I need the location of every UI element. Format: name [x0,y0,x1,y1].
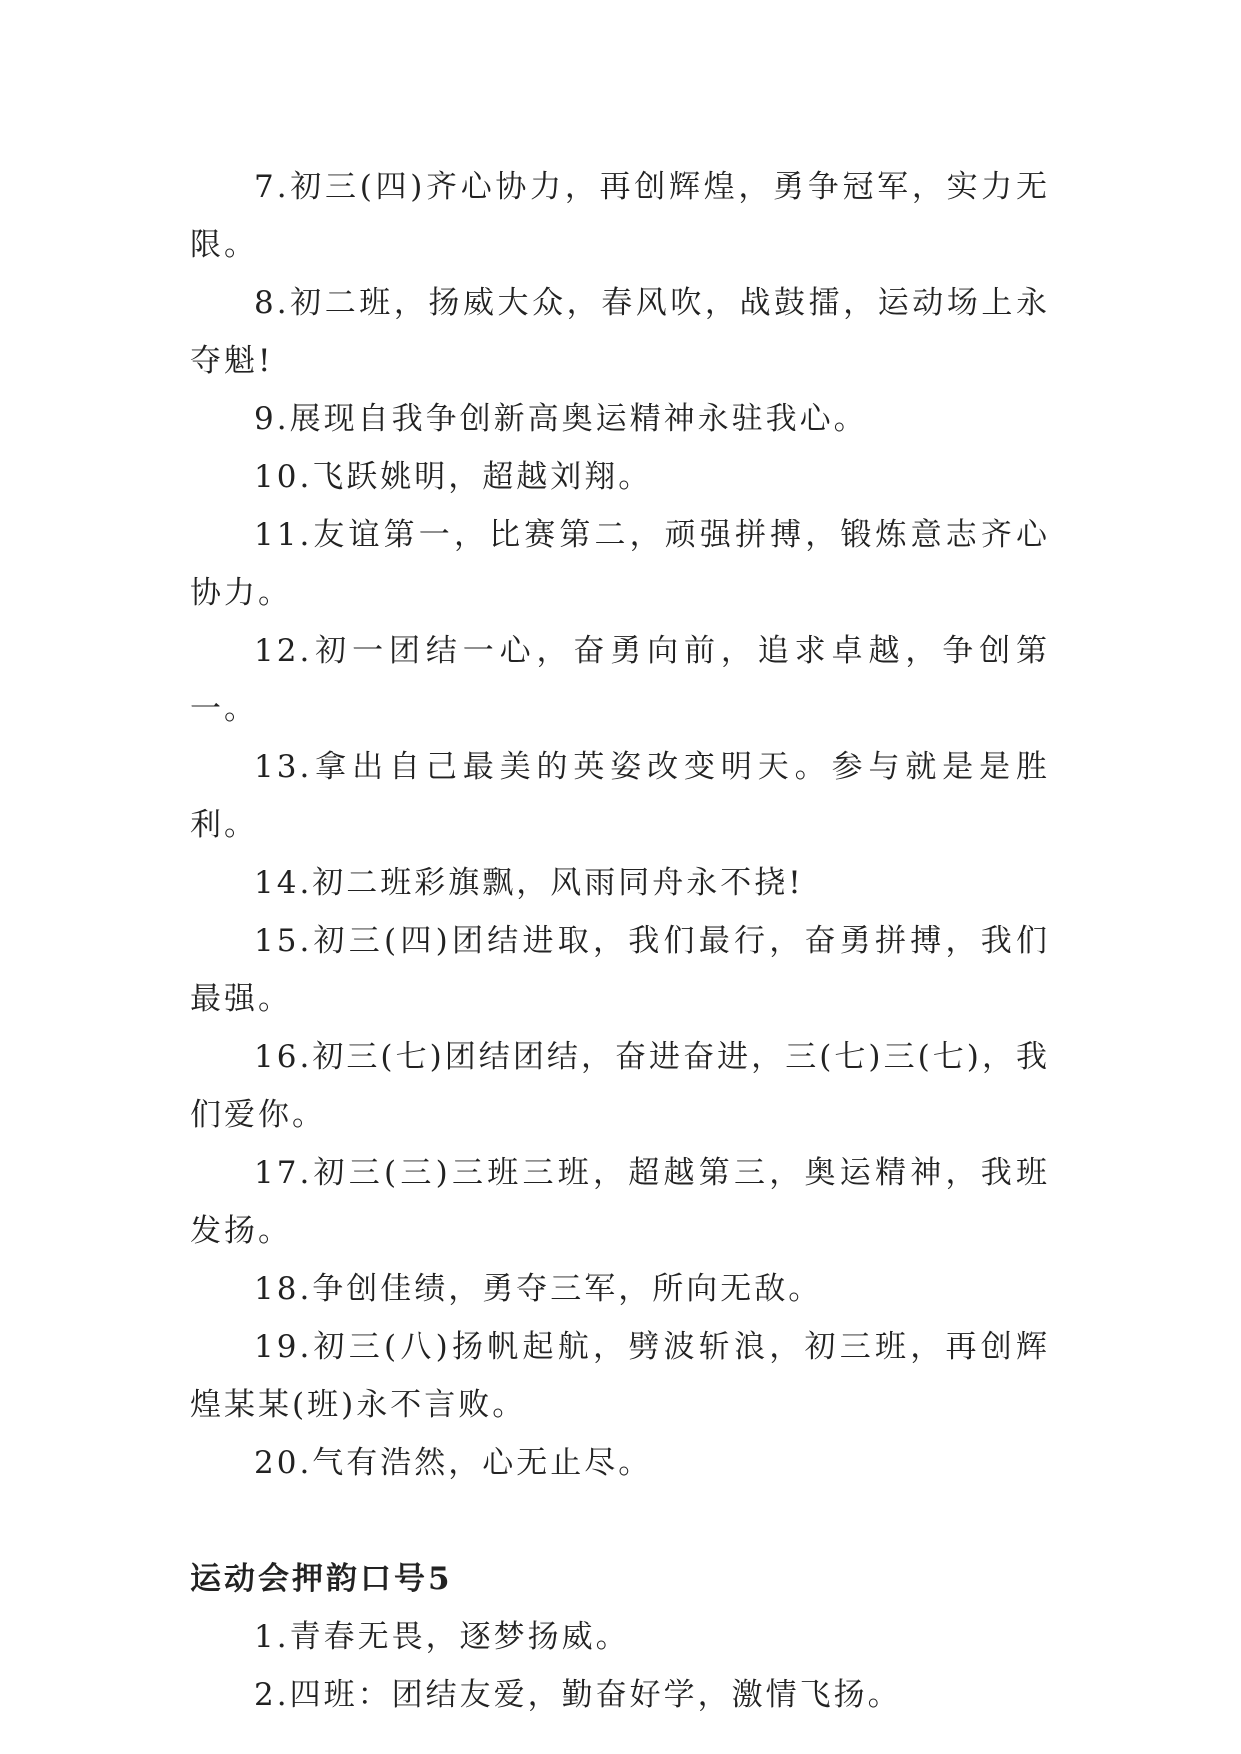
list-item: 13.拿出自己最美的英姿改变明天。参与就是是胜利。 [190,749,1050,843]
list-item: 19.初三(八)扬帆起航，劈波斩浪，初三班，再创辉煌某某(班)永不言败。 [190,1329,1050,1423]
list-item: 15.初三(四)团结进取，我们最行，奋勇拼搏，我们最强。 [190,923,1050,1017]
list-item: 16.初三(七)团结团结，奋进奋进，三(七)三(七)，我们爱你。 [190,1039,1050,1133]
list-item: 18.争创佳绩，勇夺三军，所向无敌。 [254,1271,823,1307]
list-item: 9.展现自我争创新高奥运精神永驻我心。 [254,401,868,437]
list-item: 14.初二班彩旗飘，风雨同舟永不挠! [254,865,804,901]
list-item: 2.四班：团结友爱，勤奋好学，激情飞扬。 [254,1677,902,1713]
section-heading: 运动会押韵口号5 [190,1561,453,1597]
list-item: 20.气有浩然，心无止尽。 [254,1445,653,1481]
document-body [190,158,1050,1724]
list-item: 7.初三(四)齐心协力，再创辉煌，勇争冠军，实力无限。 [190,169,1050,263]
list-item: 11.友谊第一，比赛第二，顽强拼搏，锻炼意志齐心协力。 [190,517,1050,611]
section-spacer [190,1492,1050,1550]
list-item: 17.初三(三)三班三班，超越第三，奥运精神，我班发扬。 [190,1155,1050,1249]
list-item: 1.青春无畏，逐梦扬威。 [254,1619,630,1655]
list-item: 8.初二班，扬威大众，春风吹，战鼓擂，运动场上永夺魁! [190,285,1050,379]
list-item: 10.飞跃姚明，超越刘翔。 [254,459,653,495]
list-item: 12.初一团结一心，奋勇向前，追求卓越，争创第一。 [190,633,1050,727]
